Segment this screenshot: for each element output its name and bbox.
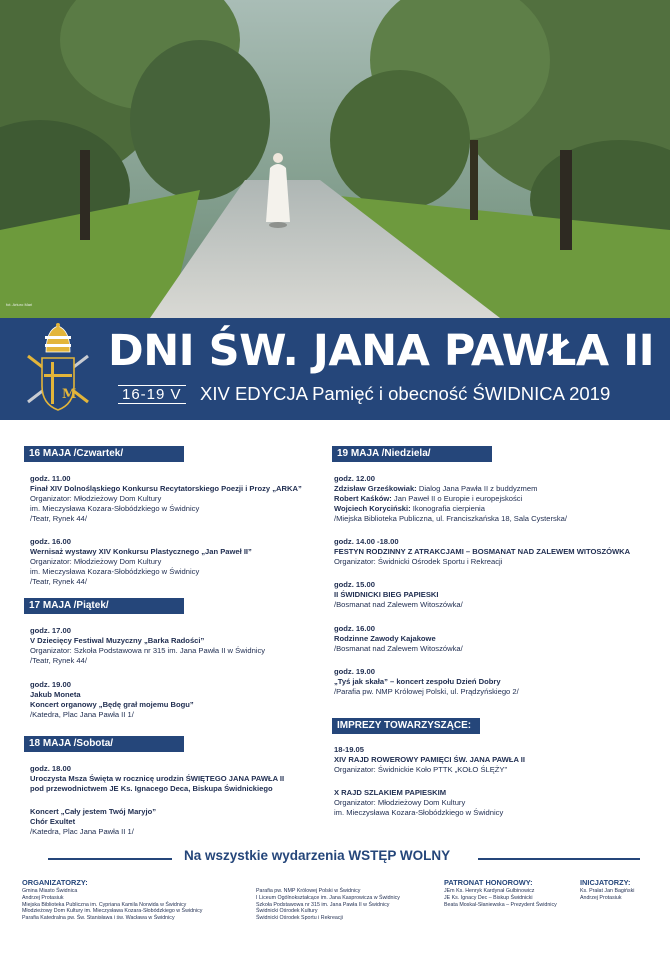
initiator: Ks. Prałat Jan Bagiński (580, 888, 635, 894)
event-time: godz. 19.00 (30, 680, 71, 689)
event-time: godz. 14.00 -18.00 (334, 537, 399, 546)
day-header-19: 19 MAJA /Niedziela/ (332, 446, 492, 462)
day-header-16: 16 MAJA /Czwartek/ (24, 446, 184, 462)
event-item (30, 537, 252, 587)
event-item (334, 580, 463, 610)
event-title: FESTYN RODZINNY Z ATRAKCJAMI – BOSMANAT NAD ZALEWEM WITOSZÓWKA (334, 547, 631, 556)
event-location: /Teatr, Rynek 44/ (30, 577, 87, 586)
event-time: godz. 19.00 (334, 667, 375, 676)
patron: Beata Moskal-Słaniewska – Prezydent Świdnicy (444, 901, 557, 908)
event-item (30, 626, 265, 666)
organizer: I Liceum Ogólnokształcące im. Jana Kasprowicza w Świdnicy (256, 894, 400, 901)
event-location: /Bosmanat nad Zalewem Witoszówka/ (334, 600, 463, 609)
event-title: pod przewodnictwem JE Ks. Ignacego Deca, Biskupa Świdnickiego (30, 784, 273, 793)
event-title: „Tyś jak skała” – koncert zespołu Dzień Dobry (334, 677, 501, 686)
speaker-name: Zdzisław Grześkowiak: (334, 484, 417, 493)
event-title: V Dziecięcy Festiwal Muzyczny „Barka Radości” (30, 636, 205, 645)
svg-text:M: M (62, 387, 77, 402)
event-title: XIV RAJD ROWEROWY PAMIĘCI ŚW. JANA PAWŁA II (334, 755, 525, 764)
initiator: Andrzej Protasiuk (580, 894, 622, 901)
event-time: godz. 12.00 (334, 474, 375, 483)
organizer: Parafia Katedralna pw. Św. Stanisława i św. Wacława w Świdnicy (22, 915, 175, 922)
organizers-title: ORGANIZATORZY: (22, 878, 88, 887)
divider (478, 858, 640, 860)
event-item (334, 537, 630, 567)
event-title: Chór Exultet (30, 817, 76, 826)
event-item (30, 474, 302, 524)
speaker-name: Robert Kaśków: (334, 494, 392, 503)
organizer: Andrzej Protasiuk (22, 894, 64, 901)
speaker-name: Wojciech Koryciński: (334, 504, 411, 513)
event-title: DNI ŚW. JANA PAWŁA II (108, 326, 655, 376)
event-title: II ŚWIDNICKI BIEG PAPIESKI (334, 590, 439, 599)
event-item (334, 745, 525, 775)
organizer: Miejska Biblioteka Publiczna im. Cypriana Kamila Norwida w Świdnicy (22, 901, 187, 908)
organizer: Gmina Miasto Świdnica (22, 888, 78, 894)
event-location: /Teatr, Rynek 44/ (30, 656, 87, 665)
event-organizer: Organizator: Młodzieżowy Dom Kultury (30, 494, 162, 503)
event-time: 18-19.05 (334, 745, 364, 754)
event-item (334, 667, 519, 697)
event-time: godz. 11.00 (30, 474, 71, 483)
event-item (334, 474, 567, 524)
organizers-list (22, 878, 202, 922)
day-header-17: 17 MAJA /Piątek/ (24, 598, 184, 614)
event-item (30, 680, 194, 720)
event-title: Jakub Moneta (30, 690, 81, 699)
event-location: /Teatr, Rynek 44/ (30, 514, 87, 523)
initiators-list (580, 878, 634, 902)
free-entry-text: Na wszystkie wydarzenia WSTĘP WOLNY (184, 848, 451, 863)
organizer: Szkoła Podstawowa nr 315 im. Jana Pawła II w Świdnicy (256, 901, 390, 908)
event-organizer: Organizator: Świdnicki Ośrodek Sportu i Rekreacji (334, 557, 503, 566)
event-item (30, 764, 284, 794)
header-photo (0, 0, 670, 318)
event-time: godz. 16.00 (334, 624, 375, 633)
event-title: Koncert „Cały jestem Twój Maryjo” (30, 807, 157, 816)
event-time: godz. 15.00 (334, 580, 375, 589)
event-item (30, 807, 156, 837)
patronage-list (444, 878, 557, 908)
photo-credit: fot. Arturo Mari (6, 302, 33, 307)
event-item (334, 788, 503, 818)
event-title: Koncert organowy „Będę grał mojemu Bogu” (30, 700, 194, 709)
event-location: /Parafia pw. NMP Królowej Polski, ul. Prądzyńskiego 2/ (334, 687, 519, 696)
event-organizer: Organizator: Świdnickie Koło PTTK „KOŁO ŚLĘŻY” (334, 765, 508, 774)
lecture-title: Jan Paweł II o Europie i europejskości (391, 494, 523, 503)
organizer: Parafia pw. NMP Królowej Polski w Świdnicy (256, 888, 361, 894)
event-location: /Bosmanat nad Zalewem Witoszówka/ (334, 644, 463, 653)
event-item (334, 624, 463, 654)
event-time: godz. 18.00 (30, 764, 71, 773)
accompanying-events-header: IMPREZY TOWARZYSZĄCE: (332, 718, 480, 734)
lecture-title: Ikonografia cierpienia (410, 504, 485, 513)
divider (48, 858, 172, 860)
patronage-title: PATRONAT HONOROWY: (444, 878, 533, 887)
organizer: Młodzieżowy Dom Kultury im. Mieczysława Kozara-Słobódzkiego w Świdnicy (22, 908, 203, 915)
event-organizer: Organizator: Młodzieżowy Dom Kultury (334, 798, 466, 807)
event-edition: XIV EDYCJA Pamięć i obecność ŚWIDNICA 2019 (200, 383, 611, 404)
event-title: X RAJD SZLAKIEM PAPIESKIM (334, 788, 447, 797)
event-title: Finał XIV Dolnośląskiego Konkursu Recytatorskiego Poezji i Prozy „ARKA” (30, 484, 302, 493)
lecture-title: Dialog Jana Pawła II z buddyzmem (416, 484, 538, 493)
organizer: Świdnicki Ośrodek Kultury (256, 908, 318, 915)
patron: JE Ks. Ignacy Dec – Biskup Świdnicki (444, 894, 533, 901)
event-title: Rodzinne Zawody Kajakowe (334, 634, 436, 643)
free-entry-band (0, 848, 670, 868)
day-header-18: 18 MAJA /Sobota/ (24, 736, 184, 752)
event-organizer: Organizator: Szkoła Podstawowa nr 315 im. Jana Pawła II w Świdnicy (30, 646, 266, 655)
event-location: /Katedra, Plac Jana Pawła II 1/ (30, 710, 134, 719)
patron: JEm Ks. Henryk Kardynał Gulbinowicz (444, 888, 535, 894)
event-organizer: Organizator: Młodzieżowy Dom Kultury (30, 557, 162, 566)
organizer: Świdnicki Ośrodek Sportu i Rekreacji (256, 915, 343, 922)
initiators-title: INICJATORZY: (580, 878, 631, 887)
event-organizer: im. Mieczysława Kozara-Słobódzkiego w Świdnicy (334, 808, 504, 817)
event-title: Uroczysta Msza Święta w rocznicę urodzin ŚWIĘTEGO JANA PAWŁA II (30, 774, 285, 783)
event-location: /Katedra, Plac Jana Pawła II 1/ (30, 827, 134, 836)
event-title: Wernisaż wystawy XIV Konkursu Plastycznego „Jan Paweł II” (30, 547, 252, 556)
event-dates: 16-19 V (118, 385, 186, 404)
event-time: godz. 16.00 (30, 537, 71, 546)
event-time: godz. 17.00 (30, 626, 71, 635)
path-illustration (0, 0, 670, 318)
event-organizer: im. Mieczysława Kozara-Słobódzkiego w Świdnicy (30, 567, 200, 576)
event-location: /Miejska Biblioteka Publiczna, ul. Franciszkańska 18, Sala Cysterska/ (334, 514, 567, 523)
papal-crest-icon (22, 322, 94, 416)
event-organizer: im. Mieczysława Kozara-Słobódzkiego w Świdnicy (30, 504, 200, 513)
organizers-list-2 (256, 888, 400, 922)
